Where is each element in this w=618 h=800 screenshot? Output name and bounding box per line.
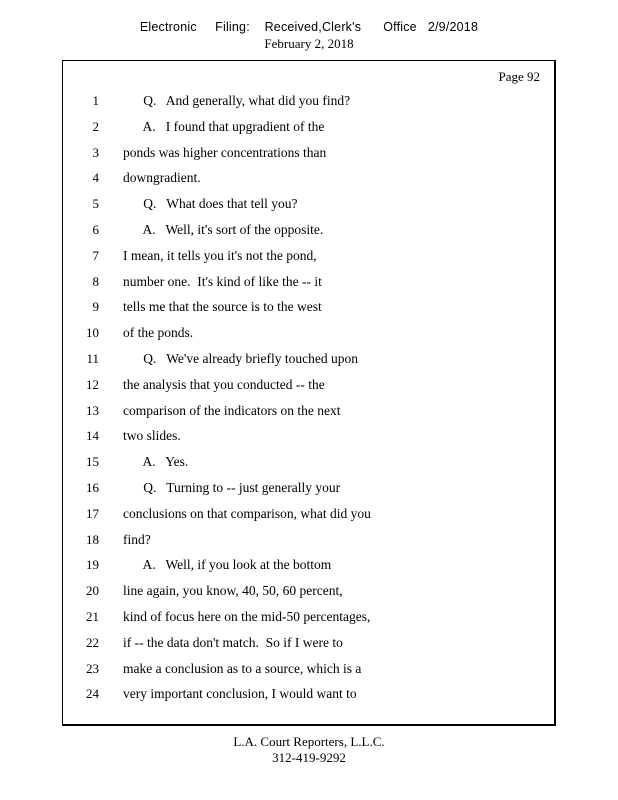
- line-number: 15: [86, 454, 99, 470]
- line-number: 20: [86, 583, 99, 599]
- transcript-line-row: [63, 196, 554, 222]
- transcript-line-row: [63, 661, 554, 687]
- line-number: 4: [92, 170, 99, 186]
- deposition-date: February 2, 2018: [264, 36, 354, 51]
- line-text: A. Well, it's sort of the opposite.: [123, 221, 324, 237]
- line-number: 14: [86, 428, 99, 444]
- court-reporter-phone: 312-419-9292: [272, 750, 346, 765]
- transcript-line-row: [63, 325, 554, 351]
- line-text: comparison of the indicators on the next: [123, 402, 341, 418]
- transcript-line-row: [63, 248, 554, 274]
- line-number: 9: [92, 299, 99, 315]
- line-number: 19: [86, 557, 99, 573]
- line-text: two slides.: [123, 428, 181, 444]
- line-number: 11: [86, 350, 99, 366]
- transcript-line-row: [63, 119, 554, 145]
- transcript-line-row: [63, 609, 554, 635]
- transcript-line-row: [63, 635, 554, 661]
- line-number: 13: [86, 402, 99, 418]
- line-text: if -- the data don't match. So if I were to: [123, 634, 343, 650]
- line-text: ponds was higher concentrations than: [123, 144, 327, 160]
- line-number: 18: [86, 531, 99, 547]
- transcript-line-row: [63, 93, 554, 119]
- transcript-line-row: [63, 274, 554, 300]
- transcript-line-row: [63, 403, 554, 429]
- line-number: 16: [86, 479, 99, 495]
- line-number: 21: [86, 608, 99, 624]
- line-number: 17: [86, 505, 99, 521]
- page-number-label: Page 92: [498, 69, 540, 84]
- transcript-line-row: [63, 506, 554, 532]
- line-number: 2: [92, 118, 99, 134]
- line-text: very important conclusion, I would want to: [123, 686, 357, 702]
- transcript-line-row: [63, 299, 554, 325]
- line-text: downgradient.: [123, 170, 201, 186]
- transcript-line-row: [63, 686, 554, 712]
- line-number: 8: [92, 273, 99, 289]
- line-text: the analysis that you conducted -- the: [123, 376, 325, 392]
- transcript-line-row: [63, 583, 554, 609]
- court-reporter-name: L.A. Court Reporters, L.L.C.: [233, 734, 385, 749]
- line-number: 24: [86, 686, 99, 702]
- line-number: 10: [86, 325, 99, 341]
- line-number: 1: [92, 93, 99, 108]
- line-number: 6: [92, 221, 99, 237]
- line-text: I mean, it tells you it's not the pond,: [123, 247, 317, 263]
- transcript-line-row: [63, 532, 554, 558]
- line-number: 22: [86, 634, 99, 650]
- electronic-filing-stamp: Electronic Filing: Received,Clerk's Office 2/9/2018: [139, 20, 479, 34]
- transcript-line-row: [63, 377, 554, 403]
- transcript-sheet: [62, 60, 556, 726]
- line-number: 5: [92, 196, 99, 212]
- line-text: make a conclusion as to a source, which is a: [123, 660, 362, 676]
- footer: [0, 734, 618, 766]
- line-text: kind of focus here on the mid-50 percentages,: [123, 608, 371, 624]
- line-text: line again, you know, 40, 50, 60 percent,: [123, 583, 343, 599]
- line-text: Q. Turning to -- just generally your: [123, 479, 341, 495]
- line-number: 7: [92, 247, 99, 263]
- line-text: A. I found that upgradient of the: [123, 118, 325, 134]
- transcript-line-row: [63, 145, 554, 171]
- transcript-line-row: [63, 222, 554, 248]
- transcript-line-row: [63, 428, 554, 454]
- line-number: 3: [92, 144, 99, 160]
- transcript-lines: [63, 93, 554, 712]
- transcript-line-row: [63, 557, 554, 583]
- line-number: 23: [86, 660, 99, 676]
- line-text: Q. What does that tell you?: [123, 196, 298, 212]
- line-text: tells me that the source is to the west: [123, 299, 322, 315]
- transcript-line-row: [63, 170, 554, 196]
- line-text: A. Well, if you look at the bottom: [123, 557, 332, 573]
- line-text: conclusions on that comparison, what did you: [123, 505, 371, 521]
- line-text: Q. And generally, what did you find?: [123, 93, 351, 108]
- line-text: number one. It's kind of like the -- it: [123, 273, 322, 289]
- line-text: of the ponds.: [123, 325, 194, 341]
- line-text: find?: [123, 531, 151, 547]
- transcript-line-row: [63, 454, 554, 480]
- line-text: A. Yes.: [123, 454, 189, 470]
- line-text: Q. We've already briefly touched upon: [123, 350, 359, 366]
- transcript-line-row: [63, 480, 554, 506]
- line-number: 12: [86, 376, 99, 392]
- transcript-line-row: [63, 351, 554, 377]
